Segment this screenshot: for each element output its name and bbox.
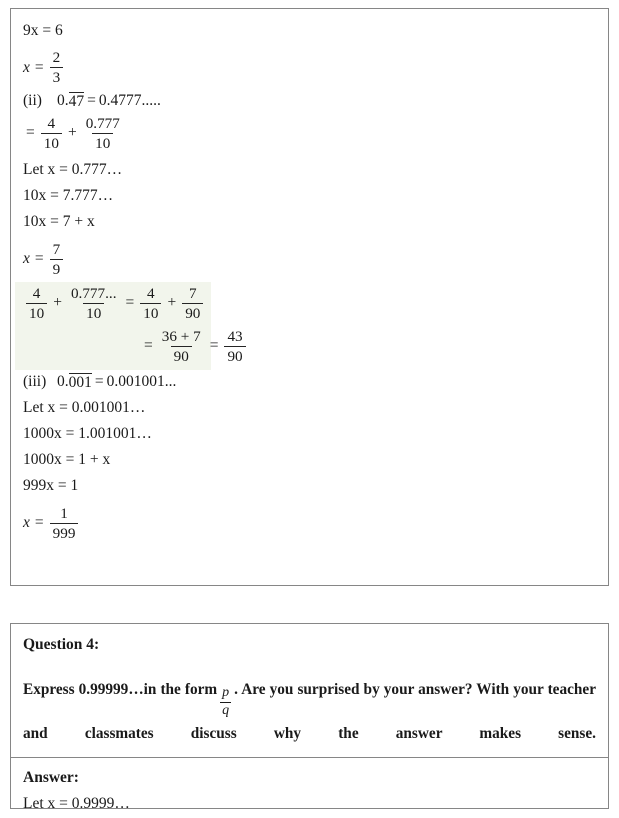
fraction-numerator: 43 bbox=[227, 327, 243, 345]
equals-sign: = bbox=[94, 373, 104, 391]
question-text bbox=[23, 674, 596, 782]
fraction bbox=[41, 115, 62, 152]
fraction-denominator: 90 bbox=[182, 303, 203, 322]
question-text-part-2: . Are you surprised by your answer? With your teacher and classmates discuss why the answer makes sense. bbox=[23, 681, 596, 743]
variable-x: x bbox=[23, 514, 30, 532]
repeating-overline-digits: 001 bbox=[68, 373, 92, 391]
fraction-denominator: 9 bbox=[50, 259, 64, 278]
fraction bbox=[68, 285, 120, 322]
question-heading: Question 4: bbox=[23, 636, 100, 653]
fraction-numerator: 0.777... bbox=[70, 284, 117, 302]
fraction-denominator: 90 bbox=[171, 346, 192, 365]
fraction bbox=[50, 49, 64, 86]
fraction bbox=[182, 285, 203, 322]
answer-first-line: Let x = 0.9999… bbox=[23, 795, 130, 812]
fraction-numerator: 4 bbox=[32, 284, 41, 302]
equation-line: 1000x = 1.001001… bbox=[23, 424, 152, 442]
item-ii-line bbox=[23, 92, 608, 111]
equation-line: 9x = 6 bbox=[23, 22, 63, 39]
fraction-numerator: 4 bbox=[47, 114, 56, 132]
fraction-numerator-p: p bbox=[220, 686, 231, 703]
decimal-prefix: 0. bbox=[57, 373, 69, 391]
item-iii-line bbox=[23, 373, 608, 392]
equals-sign: = bbox=[87, 92, 96, 110]
fraction-numerator: 1 bbox=[60, 504, 68, 522]
plus-sign: + bbox=[67, 124, 77, 142]
equation-line: 1000x = 1 + x bbox=[23, 450, 111, 468]
plus-sign: + bbox=[53, 294, 62, 312]
equals-sign: = bbox=[34, 250, 44, 268]
item-label-iii: (iii) bbox=[23, 373, 47, 391]
item-label-ii: (ii) bbox=[23, 92, 42, 110]
highlighted-calculation-block bbox=[23, 285, 608, 365]
fraction-denominator: 10 bbox=[41, 133, 62, 152]
question-4-panel bbox=[10, 623, 609, 812]
equation-x-equals-two-thirds bbox=[23, 49, 608, 86]
repeating-overline-digits: 47 bbox=[68, 93, 85, 111]
equation-line: 10x = 7 + x bbox=[23, 212, 95, 230]
answer-heading: Answer: bbox=[23, 769, 79, 786]
fraction-denominator: 3 bbox=[50, 67, 64, 86]
fraction-denominator: 90 bbox=[224, 346, 245, 365]
decimal-expansion: 0.4777..... bbox=[98, 92, 161, 110]
fraction-numerator: 4 bbox=[147, 284, 155, 302]
fraction bbox=[26, 285, 47, 322]
fraction bbox=[224, 328, 245, 365]
equals-sign: = bbox=[125, 294, 135, 312]
equals-sign: = bbox=[34, 514, 44, 532]
sum-of-fractions-line bbox=[23, 115, 608, 152]
equation-line: Let x = 0.001001… bbox=[23, 398, 146, 416]
question-header-section bbox=[11, 624, 608, 758]
fraction-denominator: 10 bbox=[140, 303, 161, 322]
equals-sign: = bbox=[209, 337, 219, 355]
decimal-prefix: 0. bbox=[57, 92, 69, 110]
equation-x-equals-seven-ninths bbox=[23, 241, 608, 278]
p-over-q-fraction bbox=[220, 686, 231, 718]
fraction-denominator-q: q bbox=[222, 702, 230, 718]
fraction bbox=[83, 115, 123, 152]
variable-x: x bbox=[23, 250, 30, 268]
equation-line: 10x = 7.777… bbox=[23, 186, 114, 204]
calculation-row-second bbox=[23, 328, 608, 365]
equals-sign: = bbox=[26, 124, 35, 142]
fraction bbox=[159, 328, 204, 365]
fraction bbox=[50, 241, 64, 278]
fraction-numerator: 7 bbox=[52, 240, 61, 258]
answer-continuation-panel bbox=[10, 8, 609, 586]
equals-sign: = bbox=[144, 337, 153, 355]
fraction bbox=[50, 505, 79, 542]
fraction-denominator: 10 bbox=[92, 133, 113, 152]
calculation-row-first bbox=[23, 285, 608, 322]
question-text-part-1: Express 0.99999…in the form bbox=[23, 681, 218, 698]
equation-line: Let x = 0.777… bbox=[23, 160, 123, 178]
fraction bbox=[140, 285, 161, 322]
answer-content bbox=[11, 9, 608, 542]
plus-sign: + bbox=[167, 294, 177, 312]
equation-x-equals-one-over-999 bbox=[23, 505, 608, 542]
fraction-denominator: 10 bbox=[83, 303, 104, 322]
fraction-numerator: 7 bbox=[188, 284, 197, 302]
fraction-numerator: 36 + 7 bbox=[161, 327, 201, 345]
fraction-denominator: 10 bbox=[26, 303, 47, 322]
decimal-expansion: 0.001001... bbox=[106, 373, 177, 391]
variable-x: x bbox=[23, 58, 30, 76]
equation-line: 999x = 1 bbox=[23, 476, 79, 494]
equals-sign: = bbox=[34, 58, 44, 76]
fraction-denominator: 999 bbox=[50, 523, 79, 542]
fraction-numerator: 2 bbox=[52, 49, 61, 66]
fraction-numerator: 0.777 bbox=[85, 114, 120, 132]
